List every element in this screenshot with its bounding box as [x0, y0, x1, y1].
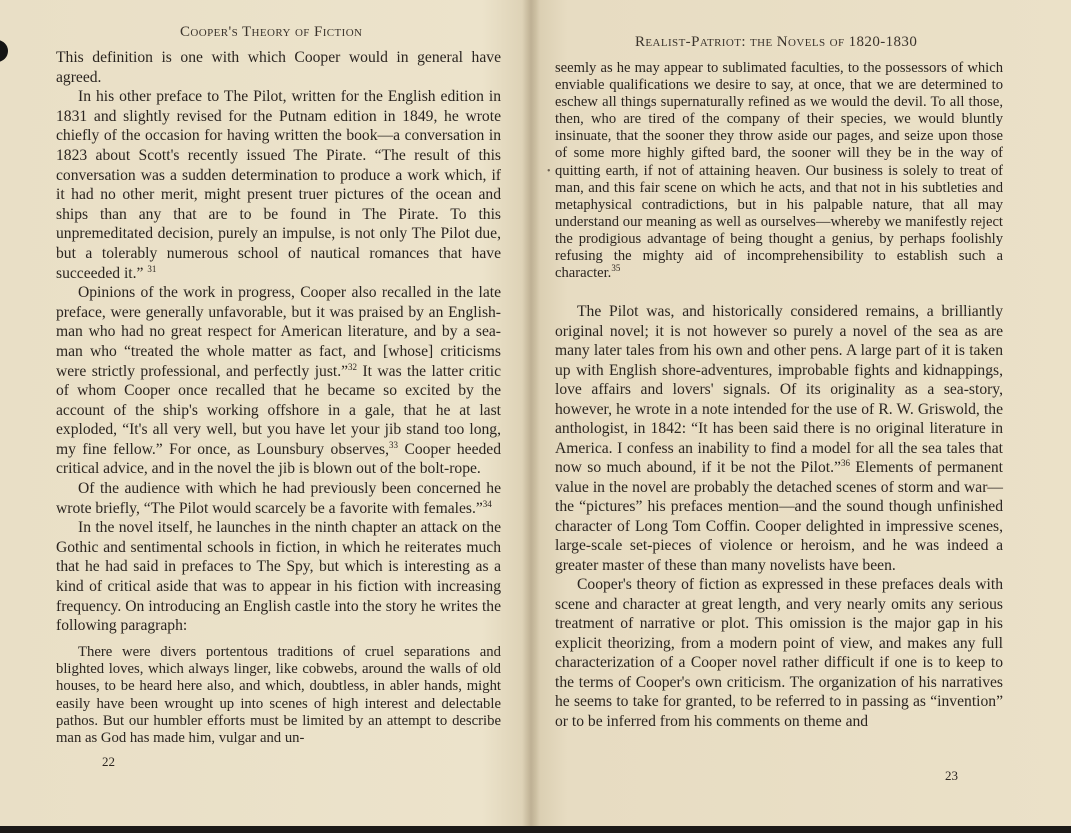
footnote-ref: 31 [147, 263, 157, 274]
margin-mark: • [547, 166, 551, 177]
left-running-head: Cooper's Theory of Fiction [180, 24, 363, 40]
left-paragraph-3: Opinions of the work in progress, Cooper also recalled in the late preface, were generally unfavorable, but it was praised by an English-man who had no great respect for American literature, and by a sea-man who “treated the whole matter as fact, and [whose] criticisms were strictly professional, and perfectly just.”$^{32}$ It was the latter critic of whom Cooper once recalled that he became so excited by the account of the ship's working offshore in a gale, that he at last exploded, “It's all very well, but you have let your jib stand too long, my fine fellow.” For once, as Lounsbury observes,$^{33}$ Cooper heeded critical advice, and in the novel the jib is blown out of the bolt-rope. [56, 284, 502, 478]
bottom-edge [0, 826, 1071, 833]
circle-icon[interactable] [0, 40, 8, 62]
footnote-ref: 36 [840, 457, 850, 468]
page-number-left: 22 [102, 754, 115, 769]
left-paragraph-5: In the novel itself, he launches in the ninth chapter an attack on the Gothic and sentimental schools in fiction, in which he reiterates much that he had said in prefaces to The Spy, but which is interesting as a kind of critical aside that was to appear in his fiction with increasing frequency. On introducing an English castle into the story he writes the following paragraph: [56, 519, 501, 635]
left-paragraph-4: Of the audience with which he had previously been concerned he wrote briefly, “The Pilot would scarcely be a favorite with females.”$^{34}$ [56, 480, 501, 517]
left-paragraph-2: In his other preface to The Pilot, written for the English edition in 1831 and slightly revised for the Putnam edition in 1849, he wrote chiefly of the occasion for having written the book—a conversation in 1823 about Scott's recently issued The Pirate. “The result of this conversation was a sudden determination to produce a work which, if it had no other merit, might present truer pictures of the ocean and ships than any that are to be found in The Pirate. To this unpremeditated decision, purely an impulse, is not only The Pilot due, but a tolerably numerous school of nautical romances that have succeeded it.” $^{31}$ [56, 88, 501, 282]
page-number-right: 23 [945, 768, 958, 783]
left-paragraph-1: This definition is one with which Cooper would in general have agreed. [56, 49, 501, 86]
footnote-ref: 32 [348, 361, 358, 372]
quote-continuation [555, 60, 1003, 282]
right-paragraph-1: The Pilot was, and historically considered remains, a brilliantly original novel; it is not however so purely a novel of the sea as are many later tales from his own and other pens. A large part of it is taken up with English shore-adventures, improbable fights and kidnappings, love affairs and lovers' signals. Of its originality as a sea-story, however, he wrote in a note intended for the use of R. W. Griswold, the anthologist, in 1842: “It has been said there is no original literature in America. I confess an inability to find a model for all the sea tales that now so much abound, if it be not the Pilot.”$^{36}$ Elements of permanent value in the novel are probably the detached scenes of storm and war—the “pictures” his prefaces mention—and the sound though unfinished character of Long Tom Coffin. Cooper delighted in impressive scenes, large-scale set-pieces of violence or heroism, and he was indeed a greater master of these than many novelists have been. [555, 303, 1003, 574]
right-body-text [555, 302, 1003, 731]
right-paragraph-2: Cooper's theory of fiction as expressed in these prefaces deals with scene and character at great length, and very nearly omits any serious treatment of narrative or plot. This omission is the major gap in his explicit theorizing, from a modern point of view, and makes any full characterization of a Cooper novel rather difficult if one is to keep to the terms of Cooper's own criticism. The organization of his narratives he seems to take for granted, to be referred to in passing as “invention” or to be inferred from his comments on theme and [555, 576, 1003, 730]
footnote-ref: 33 [389, 439, 399, 450]
block-quote: There were divers portentous traditions of cruel separations and blighted loves, which always linger, like cobwebs, around the walls of old houses, to be heard here also, and which, doubtless, in abler hands, might easily have been wrought up into scenes of high interest and delectable pathos. But our humbler efforts must be limited by an attempt to describe man as God has made him, vulgar and un- [56, 644, 501, 747]
footnote-ref: 34 [482, 498, 492, 509]
quote-continuation-text: seemly as he may appear to sublimated faculties, to the possessors of which enviable qualifications we desire to say, at once, that we are determined to eschew all things supernaturally refined as we would the devil. To all those, then, who are tired of the company of their species, we would bluntly insinuate, that the sooner they throw aside our pages, and seize upon those of some more highly gifted bard, the sooner will they be in the way of quitting earth, if not of attaining heaven. Our business is solely to treat of man, and this fair scene on which he acts, and that not in his subtleties and metaphysical contradictions, but in his palpable nature, that all may understand our meaning as well as ourselves—whereby we manifestly reject the prodigious advantage of being thought a genius, by perhaps foolishly refusing the mighty aid of incomprehensibility to establish such a character.$^{35}$ [555, 60, 1003, 282]
right-running-head: Realist-Patriot: the Novels of 1820-1830 [635, 34, 918, 50]
left-body-text [56, 48, 501, 636]
footnote-ref: 35 [611, 263, 621, 274]
book-gutter [522, 0, 540, 833]
